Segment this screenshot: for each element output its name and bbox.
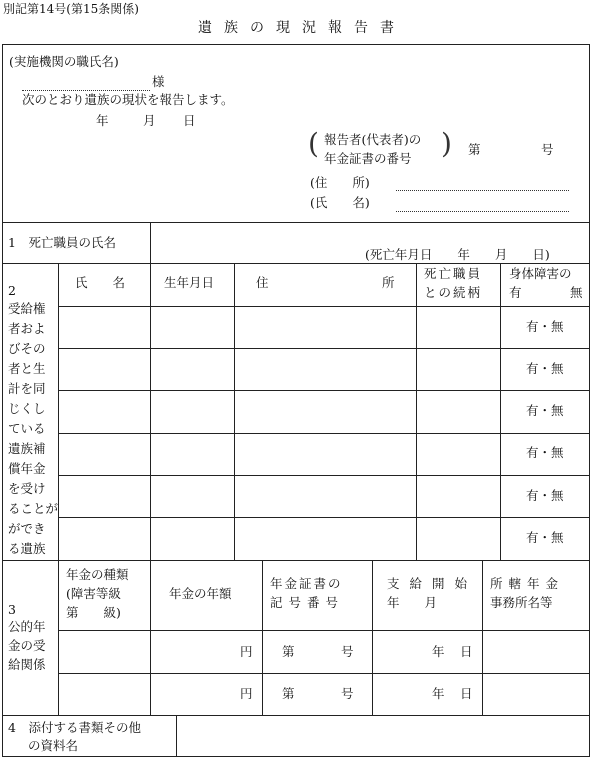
- col-disability-header-1: 身体障害の: [509, 266, 572, 281]
- col-cert-number-1: 年金証書の: [270, 576, 343, 591]
- col-office-1: 所轄年金: [490, 576, 565, 591]
- section2-label-line: 者と生: [8, 361, 46, 376]
- section4-label-1: 4 添付する書類その他: [8, 720, 141, 735]
- section3-label-4: 給関係: [8, 657, 46, 672]
- cert-label-line1: 報告者(代表者)の: [324, 132, 422, 147]
- col-pension-type-2: (障害等級: [66, 586, 121, 601]
- section2-label-line: 2: [8, 283, 16, 298]
- statement-text: 次のとおり遺族の現状を報告します。: [22, 92, 234, 107]
- section2-label-line: じくし: [8, 401, 46, 416]
- col-birth-header: 生年月日: [164, 275, 215, 290]
- row1-day: 日: [460, 644, 473, 659]
- bracket-left: (: [308, 127, 319, 160]
- section2-label-line: 償年金: [8, 461, 46, 476]
- col-pension-type-3: 第 級): [66, 605, 121, 620]
- col-relation-header-1: 死亡職員: [424, 266, 483, 281]
- disability-choice-3[interactable]: 有・無: [526, 403, 564, 418]
- bracket-right: ): [441, 127, 452, 160]
- row2-yen: 円: [240, 686, 253, 701]
- col-cert-number-2: 記号番号: [270, 595, 345, 610]
- agency-name-field[interactable]: [22, 90, 150, 91]
- cert-number-go: 号: [541, 142, 554, 157]
- section3-label-2: 公的年: [8, 619, 46, 634]
- row1-year: 年: [432, 644, 445, 659]
- col-start-1: 支給開始: [387, 576, 478, 591]
- disability-choice-1[interactable]: 有・無: [526, 319, 564, 334]
- section3-label-3: 金の受: [8, 638, 46, 653]
- cert-label-line2: 年金証書の番号: [324, 151, 412, 166]
- disability-choice-2[interactable]: 有・無: [526, 361, 564, 376]
- row2-year: 年: [432, 686, 445, 701]
- col-address-header-right: 所: [382, 275, 395, 290]
- col-pension-type-1: 年金の種類: [66, 567, 129, 582]
- col-disability-header-2-right: 無: [570, 285, 583, 300]
- name-field[interactable]: [396, 211, 569, 212]
- section4-label-2: の資料名: [28, 738, 79, 753]
- page-title: 遺族の現況報告書: [198, 20, 406, 36]
- cert-number-dai: 第: [468, 142, 481, 157]
- date-day: 日: [183, 113, 196, 128]
- section2-label-line: ている: [8, 421, 46, 436]
- date-year: 年: [96, 113, 109, 128]
- disability-choice-6[interactable]: 有・無: [526, 530, 564, 545]
- report-form-frame: [2, 44, 590, 757]
- row2-dai: 第: [282, 686, 295, 701]
- address-label: (住 所): [310, 175, 370, 190]
- disability-choice-4[interactable]: 有・無: [526, 445, 564, 460]
- section2-label-line: る遺族: [8, 541, 46, 556]
- col-address-header-left: 住: [256, 275, 269, 290]
- row2-day: 日: [460, 686, 473, 701]
- section2-label-line: ができ: [8, 521, 46, 536]
- address-field[interactable]: [396, 190, 569, 191]
- section2-label-line: 遺族補: [8, 441, 46, 456]
- honorific: 様: [152, 74, 165, 89]
- section2-label-line: 者およ: [8, 321, 46, 336]
- section2-label-line: 計を同: [8, 381, 46, 396]
- section2-label-line: ることが: [8, 501, 59, 516]
- col-relation-header-2: との続柄: [424, 285, 483, 300]
- section2-label-line: を受け: [8, 481, 46, 496]
- col-start-2: 年 月: [387, 595, 438, 610]
- disability-choice-5[interactable]: 有・無: [526, 488, 564, 503]
- name-label: (氏 名): [310, 195, 370, 210]
- section3-label-1: 3: [8, 602, 16, 617]
- row2-go: 号: [341, 686, 354, 701]
- section2-label-line: びその: [8, 341, 46, 356]
- row1-dai: 第: [282, 644, 295, 659]
- col-disability-header-2-left: 有: [509, 285, 522, 300]
- col-name-header: 氏 名: [75, 275, 126, 290]
- form-label: 別記第14号(第15条関係): [3, 2, 139, 16]
- row1-yen: 円: [240, 644, 253, 659]
- agency-label: (実施機関の職氏名): [9, 54, 119, 69]
- date-month: 月: [143, 113, 156, 128]
- section1-label: 1 死亡職員の氏名: [8, 235, 116, 250]
- col-pension-amount: 年金の年額: [169, 586, 232, 601]
- row1-go: 号: [341, 644, 354, 659]
- section2-label-line: 受給権: [8, 301, 46, 316]
- death-date: (死亡年月日 年 月 日): [365, 247, 550, 262]
- col-office-2: 事務所名等: [490, 595, 553, 610]
